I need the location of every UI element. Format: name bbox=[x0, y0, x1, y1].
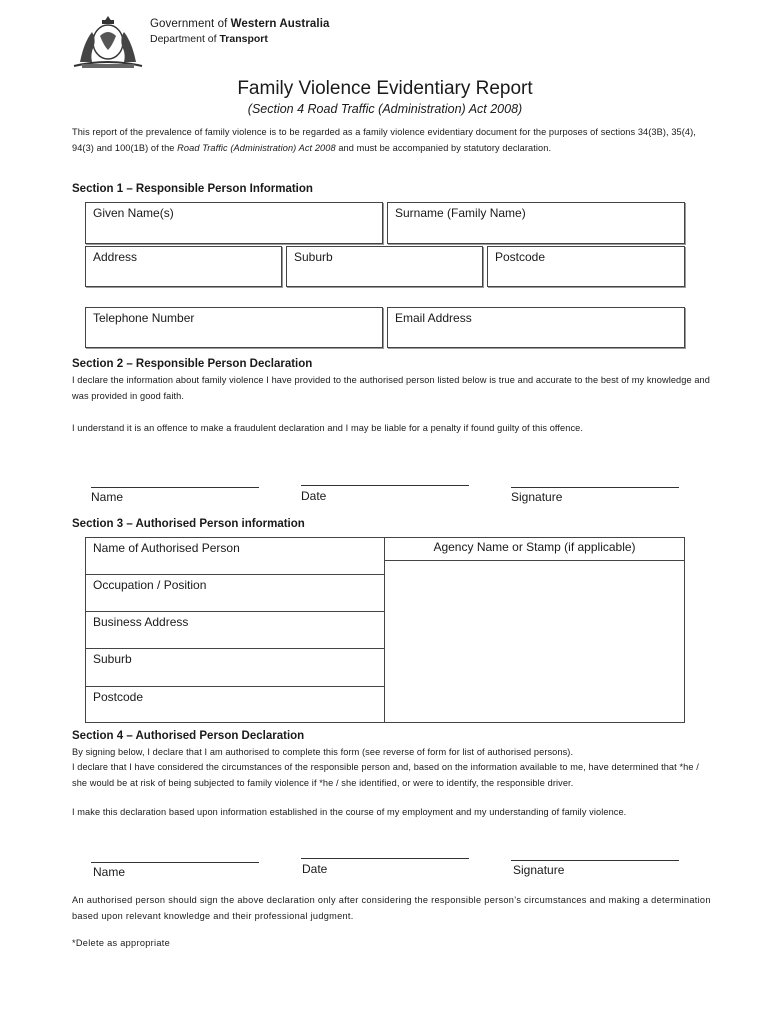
suburb-field[interactable]: Suburb bbox=[286, 246, 483, 287]
section4-risk-statement: I declare that I have considered the circumstances of the responsible person and, based on the information available to me, have determined that *he / she would be at risk of being subjected to family violence if *he / she identified, or were to identify, the responsible driver. bbox=[72, 762, 699, 788]
agency-stamp-area[interactable] bbox=[384, 537, 685, 723]
business-address-field[interactable]: Business Address bbox=[85, 611, 385, 649]
section2-signature-label: Signature bbox=[511, 490, 563, 504]
page-title: Family Violence Evidentiary Report bbox=[237, 78, 533, 99]
address-field[interactable]: Address bbox=[85, 246, 282, 287]
section4-signature-line[interactable] bbox=[511, 860, 679, 861]
page-subtitle: (Section 4 Road Traffic (Administration) Act 2008) bbox=[247, 102, 523, 116]
section2-declaration: I declare the information about family violence I have provided to the authorised person listed below is true and accurate to the best of my knowledge and was provided in good faith. bbox=[72, 375, 710, 401]
section2-date-line[interactable] bbox=[301, 485, 469, 486]
authorised-postcode-field[interactable]: Postcode bbox=[85, 686, 385, 723]
authorised-suburb-field[interactable]: Suburb bbox=[85, 648, 385, 687]
email-field[interactable]: Email Address bbox=[387, 307, 685, 348]
surname-field[interactable]: Surname (Family Name) bbox=[387, 202, 685, 244]
section4-date-label: Date bbox=[302, 862, 328, 876]
section2-name-line[interactable] bbox=[91, 487, 259, 488]
telephone-field[interactable]: Telephone Number bbox=[85, 307, 383, 348]
section4-date-line[interactable] bbox=[301, 858, 469, 859]
dept-line: Department of Transport bbox=[150, 33, 268, 45]
section4-name-label: Name bbox=[93, 865, 126, 879]
section2-name-label: Name bbox=[91, 490, 124, 504]
postcode-field[interactable]: Postcode bbox=[487, 246, 685, 287]
wa-coat-of-arms-logo bbox=[70, 12, 146, 70]
agency-stamp-header: Agency Name or Stamp (if applicable) bbox=[384, 537, 685, 561]
section4-name-line[interactable] bbox=[91, 862, 259, 863]
given-names-field[interactable]: Given Name(s) bbox=[85, 202, 383, 244]
intro-paragraph: This report of the prevalence of family violence is to be regarded as a family violence evidentiary document for the purposes of sections 34(3B), 35(4), 94(3) and 100(1B) of the Road Traffic (Administration) Act 2008 and must be accompanied by statutory declaration. bbox=[72, 127, 696, 153]
section4-authorised-statement: By signing below, I declare that I am authorised to complete this form (see reverse of form for list of authorised persons). bbox=[72, 747, 574, 757]
section2-signature-line[interactable] bbox=[511, 487, 679, 488]
authorised-name-field[interactable]: Name of Authorised Person bbox=[85, 537, 385, 575]
occupation-field[interactable]: Occupation / Position bbox=[85, 574, 385, 612]
section4-basis-statement: I make this declaration based upon information established in the course of my employment and my understanding of family violence. bbox=[72, 807, 627, 817]
section4-signature-label: Signature bbox=[513, 863, 565, 877]
section1-heading: Section 1 – Responsible Person Information bbox=[72, 183, 313, 195]
footnote: *Delete as appropriate bbox=[72, 938, 171, 948]
section2-heading: Section 2 – Responsible Person Declaration bbox=[72, 358, 313, 370]
section4-heading: Section 4 – Authorised Person Declaration bbox=[72, 730, 305, 742]
gov-line: Government of Western Australia bbox=[150, 18, 330, 30]
closing-note: An authorised person should sign the above declaration only after considering the responsible person’s circumstances and making a determination based upon relevant knowledge and their professional judgment. bbox=[72, 895, 711, 921]
section3-bottom-border bbox=[85, 722, 385, 723]
section2-offence-notice: I understand it is an offence to make a fraudulent declaration and I may be liable for a penalty if found guilty of this offence. bbox=[72, 423, 584, 433]
section2-date-label: Date bbox=[301, 489, 327, 503]
section3-heading: Section 3 – Authorised Person information bbox=[72, 518, 305, 530]
